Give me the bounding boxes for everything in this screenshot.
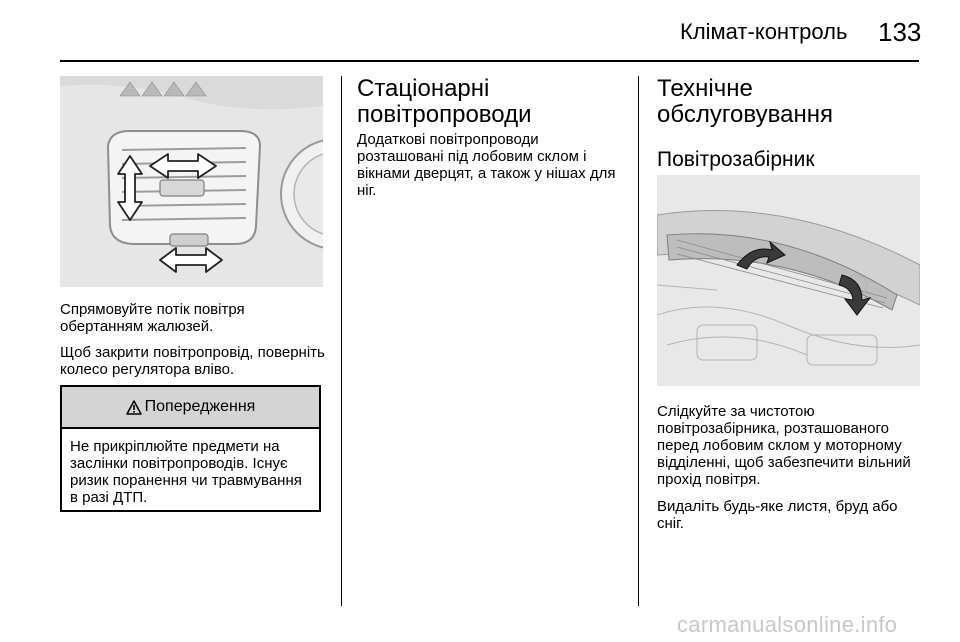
vent-close-text: Щоб закрити повітропровід, поверніть колесо регулятора вліво. bbox=[60, 344, 325, 378]
section-title: Клімат-контроль bbox=[680, 19, 848, 44]
warning-title: Попередження bbox=[144, 398, 256, 415]
column-divider-left bbox=[341, 76, 342, 606]
air-intake-illustration bbox=[657, 175, 920, 386]
air-vent-illustration bbox=[60, 76, 323, 287]
fixed-vents-text: Додаткові повітропроводи розташовані під лобовим склом і вікнами дверцят, а також у нішах для ніг. bbox=[357, 131, 616, 199]
air-intake-remove-text: Видаліть будь-яке листя, бруд або сніг. bbox=[657, 498, 898, 532]
column-divider-right bbox=[638, 76, 639, 606]
air-intake-clean-text: Слідкуйте за чистотою повітрозабірника, розташованого перед лобовим склом у моторному відділенні, щоб забезпечити вільний прохід повітря. bbox=[657, 403, 911, 488]
air-intake-heading: Повітрозабірник bbox=[657, 148, 815, 171]
maintenance-heading: Технічне обслуговування bbox=[657, 75, 833, 128]
header-rule bbox=[60, 60, 919, 62]
warning-header bbox=[62, 387, 319, 429]
fixed-vents-heading: Стаціонарні повітропроводи bbox=[357, 75, 532, 128]
warning-triangle-icon bbox=[126, 400, 142, 415]
vent-direction-text: Спрямовуйте потік повітря обертанням жалюзей. bbox=[60, 301, 245, 335]
page-number: 133 bbox=[878, 17, 922, 47]
watermark: carmanualsonline.info bbox=[677, 612, 898, 637]
warning-text: Не прикріплюйте предмети на заслінки повітропроводів. Існує ризик поранення чи травмування в разі ДТП. bbox=[70, 438, 302, 506]
warning-box bbox=[60, 385, 321, 512]
